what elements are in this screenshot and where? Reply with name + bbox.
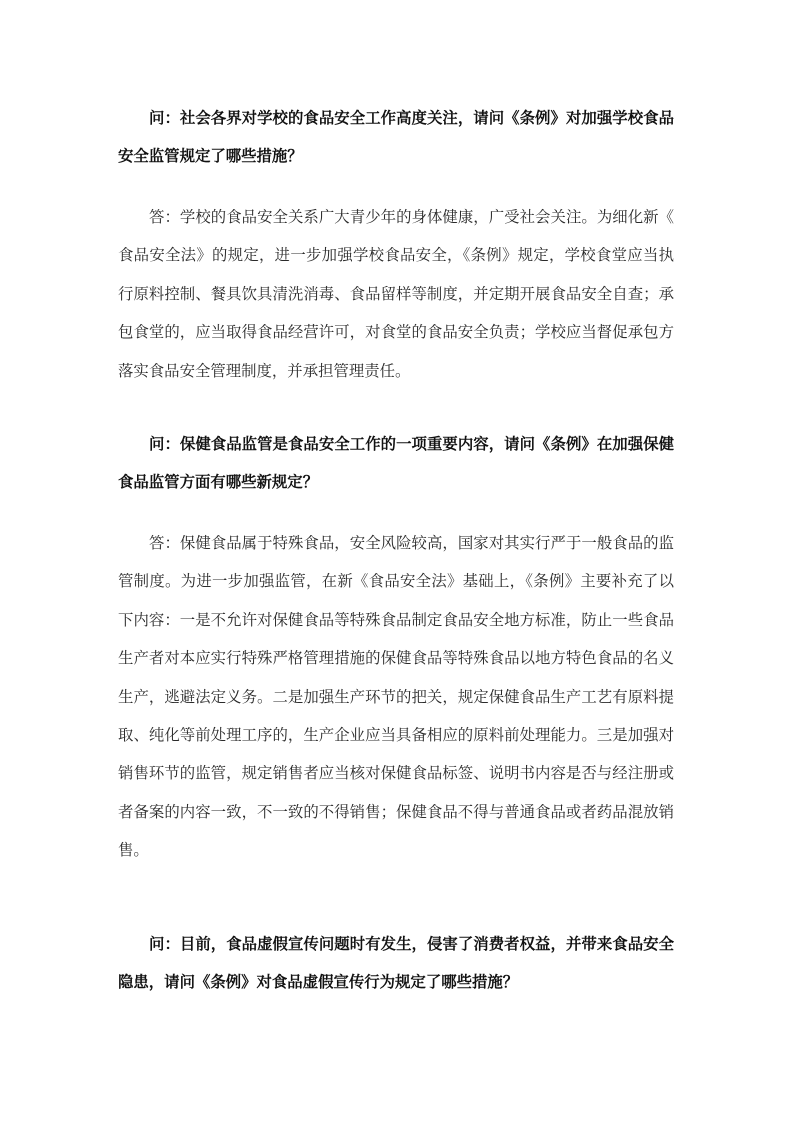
question-1: 问：社会各界对学校的食品安全工作高度关注，请问《条例》对加强学校食品安全监管规定了哪些措施？ [118, 109, 674, 166]
answer-1: 答：学校的食品安全关系广大青少年的身体健康，广受社会关注。为细化新《食品安全法》的规定，进一步加强学校食品安全，《条例》规定，学校食堂应当执行原料控制、餐具饮具清洗消毒、食品留样等制度，并定期开展食品安全自查；承包食堂的，应当取得食品经营许可，对食堂的食品安全负责；学校应当督促承包方落实食品安全管理制度，并承担管理责任。 [118, 208, 674, 380]
question-2: 问：保健食品监管是食品安全工作的一项重要内容，请问《条例》在加强保健食品监管方面有哪些新规定？ [118, 435, 674, 492]
question-3: 问：目前，食品虚假宣传问题时有发生，侵害了消费者权益，并带来食品安全隐患，请问《条例》对食品虚假宣传行为规定了哪些措施？ [118, 935, 674, 992]
answer-2: 答：保健食品属于特殊食品，安全风险较高，国家对其实行严于一般食品的监管制度。为进一步加强监管，在新《食品安全法》基础上，《条例》主要补充了以下内容：一是不允许对保健食品等特殊食品制定食品安全地方标准，防止一些食品生产者对本应实行特殊严格管理措施的保健食品等特殊食品以地方特色食品的名义生产，逃避法定义务。二是加强生产环节的把关，规定保健食品生产工艺有原料提取、纯化等前处理工序的，生产企业应当具备相应的原料前处理能力。三是加强对销售环节的监管，规定销售者应当核对保健食品标签、说明书内容是否与经注册或者备案的内容一致，不一致的不得销售；保健食品不得与普通食品或者药品混放销售。 [118, 534, 674, 860]
